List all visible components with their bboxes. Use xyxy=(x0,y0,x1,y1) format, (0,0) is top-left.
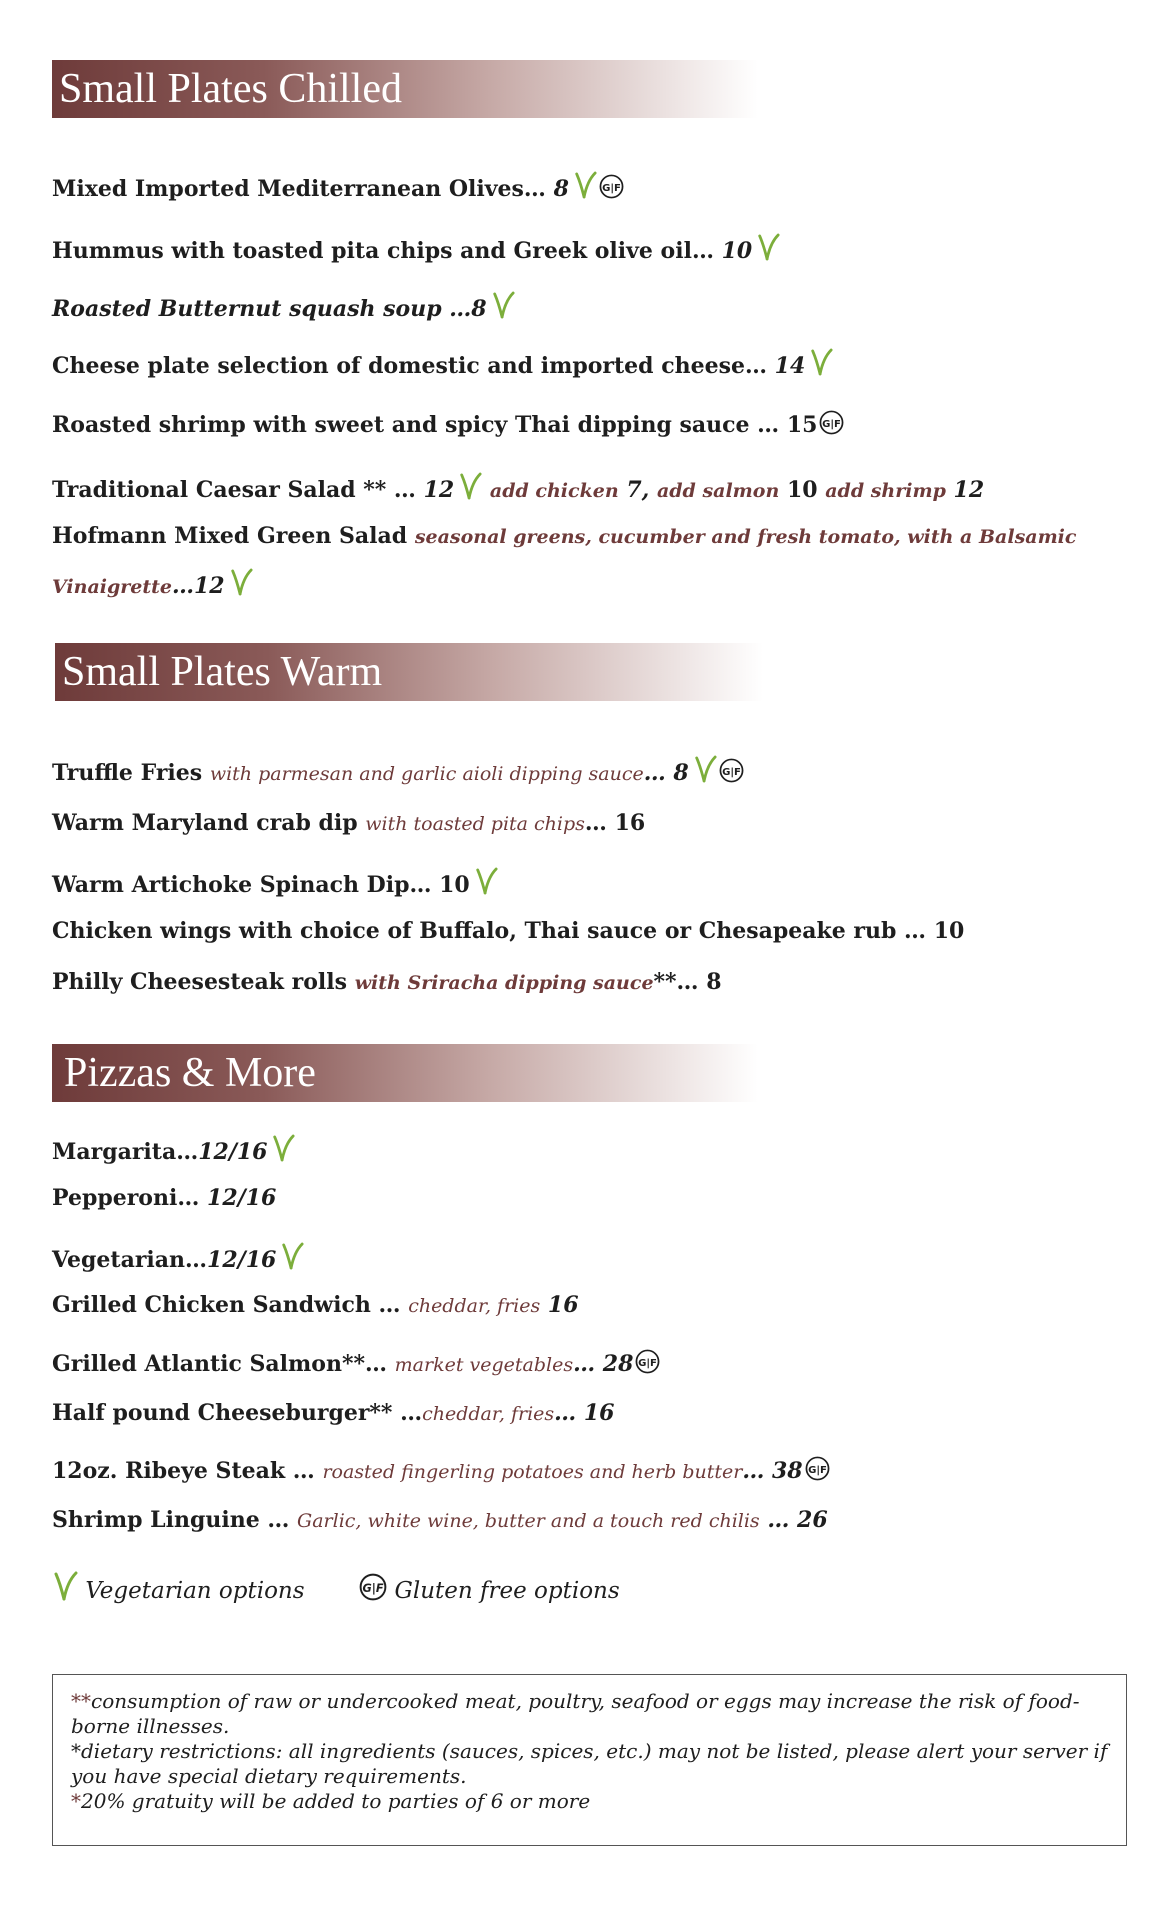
item-description: with toasted pita chips xyxy=(365,813,585,835)
item-name: Half pound Cheeseburger** … xyxy=(52,1400,423,1426)
item-description: seasonal greens, cucumber and fresh tomato, with a Balsamic xyxy=(414,526,1077,548)
vegetarian-icon xyxy=(280,1241,304,1271)
gluten-free-icon xyxy=(599,174,624,199)
vegetarian-icon xyxy=(458,471,482,501)
menu-item-cheese xyxy=(52,347,833,379)
vegetarian-icon xyxy=(474,866,498,896)
menu-item-shrimp xyxy=(52,410,844,438)
item-name: Warm Maryland crab dip xyxy=(52,810,358,836)
item-price: 8 xyxy=(553,176,569,202)
item-price: 12/16 xyxy=(207,1185,277,1211)
vegetarian-icon xyxy=(693,754,717,784)
item-name: Philly Cheesesteak rolls xyxy=(52,969,348,995)
legend-gluten-free-label: Gluten free options xyxy=(394,1578,620,1604)
item-name: Hofmann Mixed Green Salad xyxy=(52,523,408,549)
section-header-chilled xyxy=(52,60,758,118)
item-name: Vegetarian… xyxy=(52,1247,208,1273)
legend-vegetarian-label: Vegetarian options xyxy=(85,1578,305,1604)
item-price: 10 xyxy=(721,238,753,264)
menu-item-ribeye xyxy=(52,1456,830,1484)
gluten-free-icon xyxy=(819,410,844,435)
vegetarian-icon xyxy=(271,1133,295,1163)
section-title: Small Plates Warm xyxy=(62,649,383,695)
item-description: with Sriracha dipping sauce xyxy=(354,972,654,994)
item-name: Roasted Butternut squash soup …8 xyxy=(52,296,487,322)
item-description: cheddar, fries xyxy=(408,1295,541,1317)
addon-label: add chicken xyxy=(489,480,619,502)
menu-item-soup xyxy=(52,290,515,322)
asterisk: ** xyxy=(71,1689,91,1713)
menu-item-pepperoni xyxy=(52,1185,276,1211)
disclaimer-text: consumption of raw or undercooked meat, poultry, seafood or eggs may increase the risk of food- borne illnesses. xyxy=(71,1689,1080,1738)
gluten-free-icon xyxy=(805,1456,830,1481)
item-price: … 38 xyxy=(742,1458,803,1484)
disclaimer-box xyxy=(52,1674,1127,1846)
item-price: … 8 xyxy=(643,760,689,786)
item-price: 16 xyxy=(547,1292,579,1318)
item-price: 12/16 xyxy=(198,1139,268,1165)
item-name: Pepperoni… xyxy=(52,1185,200,1211)
menu-item-vegetarian-pizza xyxy=(52,1241,304,1273)
item-description: market vegetables xyxy=(394,1354,574,1376)
item-price: … 16 xyxy=(584,810,646,836)
item-name: 12oz. Ribeye Steak … xyxy=(52,1458,315,1484)
section-title: Pizzas & More xyxy=(64,1050,316,1096)
menu-item-crab-dip xyxy=(52,810,645,836)
vegetarian-icon xyxy=(809,347,833,377)
vegetarian-icon xyxy=(491,290,515,320)
disclaimer-text: 20% gratuity will be added to parties of 6 or more xyxy=(81,1789,591,1813)
item-name: Chicken wings with choice of Buffalo, Thai sauce or Chesapeake rub … 10 xyxy=(52,918,965,944)
gluten-free-icon xyxy=(719,758,744,783)
item-name: Grilled Atlantic Salmon**… xyxy=(52,1351,387,1377)
item-price: **… 8 xyxy=(653,969,722,995)
item-price: …12 xyxy=(172,573,225,599)
disclaimer-gratuity xyxy=(71,1789,1108,1814)
section-header-pizzas xyxy=(52,1044,758,1102)
addon-price: 10 xyxy=(786,477,818,503)
addon-price: 7, xyxy=(626,477,650,503)
menu-item-margarita xyxy=(52,1133,295,1165)
vegetarian-icon xyxy=(229,567,253,597)
item-name: Mixed Imported Mediterranean Olives… xyxy=(52,176,546,202)
item-price: … 16 xyxy=(554,1400,615,1426)
menu-item-hummus xyxy=(52,232,780,264)
item-name: Grilled Chicken Sandwich … xyxy=(52,1292,401,1318)
item-description: cheddar, fries xyxy=(422,1403,555,1425)
item-price: 12/16 xyxy=(207,1247,277,1273)
section-title: Small Plates Chilled xyxy=(59,66,402,112)
item-description: Garlic, white wine, butter and a touch red chilis xyxy=(297,1510,760,1532)
item-description: with parmesan and garlic aioli dipping sauce xyxy=(209,763,644,785)
gluten-free-icon xyxy=(635,1349,660,1374)
item-name: Roasted shrimp with sweet and spicy Thai dipping sauce … 15 xyxy=(52,412,818,438)
addon-label: add salmon xyxy=(656,480,780,502)
asterisk: * xyxy=(71,1789,81,1813)
item-name: Cheese plate selection of domestic and imported cheese… xyxy=(52,353,767,379)
menu-item-caesar xyxy=(52,471,984,503)
item-name: Hummus with toasted pita chips and Greek olive oil… xyxy=(52,238,714,264)
menu-item-green-salad-cont xyxy=(52,567,253,599)
disclaimer-dietary: *dietary restrictions: all ingredients (sauces, spices, etc.) may not be listed, please alert your server if you have special dietary requirements. xyxy=(71,1739,1108,1788)
item-price: 12 xyxy=(423,477,455,503)
vegetarian-icon xyxy=(52,1570,78,1602)
item-description: Vinaigrette xyxy=(52,576,172,598)
menu-item-chicken-wings xyxy=(52,918,964,944)
menu-item-shrimp-linguine xyxy=(52,1507,828,1533)
menu-item-chicken-sandwich xyxy=(52,1292,579,1318)
item-name: Truffle Fries xyxy=(52,760,203,786)
item-name: Margarita… xyxy=(52,1139,199,1165)
menu-item-truffle-fries xyxy=(52,754,744,786)
section-header-warm xyxy=(55,643,763,701)
disclaimer-raw-food xyxy=(71,1689,1108,1739)
addon-price: 12 xyxy=(953,477,985,503)
item-name: Traditional Caesar Salad ** … xyxy=(52,477,416,503)
vegetarian-icon xyxy=(573,170,597,200)
addon-label: add shrimp xyxy=(825,480,946,502)
item-price: … 26 xyxy=(767,1507,828,1533)
menu-item-green-salad xyxy=(52,523,1076,549)
vegetarian-icon xyxy=(756,232,780,262)
menu-item-philly-rolls xyxy=(52,969,722,995)
menu-item-olives xyxy=(52,170,624,202)
menu-item-atlantic-salmon xyxy=(52,1349,660,1377)
item-name: Warm Artichoke Spinach Dip… 10 xyxy=(52,872,470,898)
icon-legend xyxy=(52,1570,620,1604)
item-price: … 28 xyxy=(573,1351,634,1377)
item-description: roasted fingerling potatoes and herb butter xyxy=(322,1461,743,1483)
item-name: Shrimp Linguine … xyxy=(52,1507,290,1533)
menu-item-cheeseburger xyxy=(52,1400,614,1426)
item-price: 14 xyxy=(774,353,806,379)
menu-item-artichoke-dip xyxy=(52,866,498,898)
gluten-free-icon xyxy=(359,1573,387,1601)
